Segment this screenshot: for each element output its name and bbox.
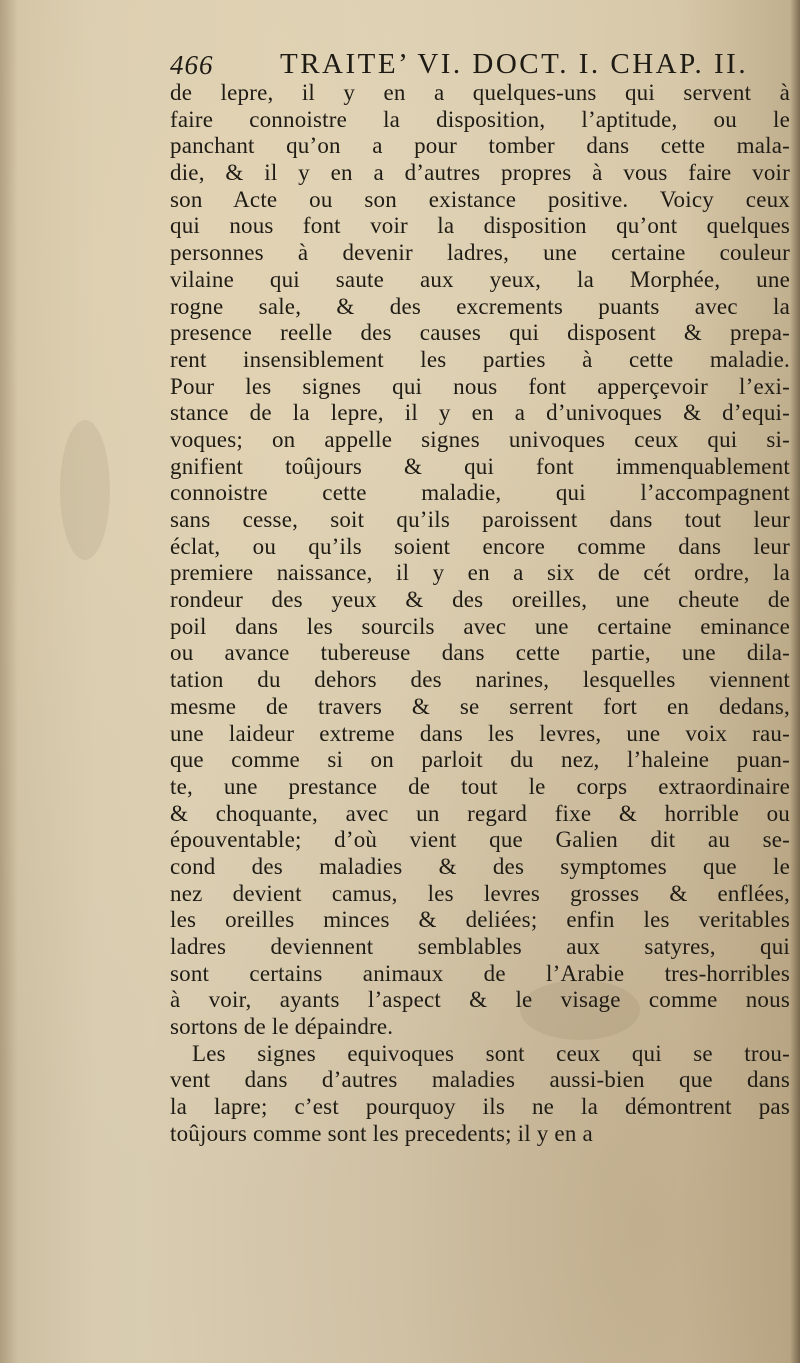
text-line: tation du dehors des narines, lesquelles viennent xyxy=(170,667,790,693)
text-line: te, une prestance de tout le corps extraordinaire xyxy=(170,773,790,799)
text-line: les oreilles minces & deliées; enfin les veritables xyxy=(170,907,790,933)
text-line: vent dans d’autres maladies aussi-bien que dans xyxy=(170,1067,790,1093)
text-line: qui nous font voir la disposition qu’ont quelques xyxy=(170,213,790,239)
text-line: connoistre cette maladie, qui l’accompagnent xyxy=(170,480,790,506)
text-line: une laideur extreme dans les levres, une voix rau- xyxy=(170,720,790,746)
page-left-shadow xyxy=(0,0,18,1363)
text-line: cond des maladies & des symptomes que le xyxy=(170,853,790,879)
text-line: la lapre; c’est pourquoy ils ne la démontrent pas xyxy=(170,1094,790,1120)
text-line: voques; on appelle signes univoques ceux qui si- xyxy=(170,426,790,452)
text-line: ou avance tubereuse dans cette partie, une dila- xyxy=(170,640,790,666)
text-line: & choquante, avec un regard fixe & horrible ou xyxy=(170,800,790,826)
text-line: poil dans les sourcils avec une certaine eminance xyxy=(170,613,790,639)
text-line: sans cesse, soit qu’ils paroissent dans tout leur xyxy=(170,507,790,532)
page-right-edge xyxy=(790,0,800,1363)
text-line: rent insensiblement les parties à cette maladie. xyxy=(170,346,790,372)
running-title: TRAITE’ VI. DOCT. I. CHAP. II. xyxy=(280,48,749,80)
text-line: personnes à devenir ladres, une certaine couleur xyxy=(170,240,790,266)
page-header xyxy=(170,48,790,84)
body-text xyxy=(170,80,790,1148)
text-line: sont certains animaux de l’Arabie tres-horribles xyxy=(170,960,790,986)
text-line: premiere naissance, il y en a six de cét ordre, la xyxy=(170,560,790,586)
text-line: sortons de le dépaindre. xyxy=(170,1014,394,1040)
text-line: faire connoistre la disposition, l’aptitude, ou le xyxy=(170,106,790,132)
text-line: Les signes equivoques sont ceux qui se trou- xyxy=(192,1040,790,1066)
text-line: nez devient camus, les levres grosses & enflées, xyxy=(170,880,790,906)
text-line: mesme de travers & se serrent fort en dedans, xyxy=(170,693,790,719)
text-line: gnifient toûjours & qui font immenquablement xyxy=(170,453,790,479)
text-line: panchant qu’on a pour tomber dans cette mala- xyxy=(170,133,790,159)
text-line: ladres deviennent semblables aux satyres, qui xyxy=(170,934,790,959)
text-line: Pour les signes qui nous font apperçevoir l’exi- xyxy=(170,373,790,399)
text-line: de lepre, il y en a quelques-uns qui servent à xyxy=(170,80,790,105)
paper-stain xyxy=(60,420,110,560)
text-line: presence reelle des causes qui disposent & prepa- xyxy=(170,320,790,346)
text-line: son Acte ou son existance positive. Voicy ceux xyxy=(170,186,790,212)
text-line: épouventable; d’où vient que Galien dit au se- xyxy=(170,827,790,853)
text-line: que comme si on parloit du nez, l’haleine puan- xyxy=(170,747,790,773)
text-line: rondeur des yeux & des oreilles, une cheute de xyxy=(170,587,790,613)
text-line: éclat, ou qu’ils soient encore comme dans leur xyxy=(170,533,790,559)
text-line: à voir, ayants l’aspect & le visage comme nous xyxy=(170,987,790,1013)
text-line: rogne sale, & des excrements puants avec la xyxy=(170,293,790,319)
text-line: stance de la lepre, il y en a d’univoques & d’equi- xyxy=(170,400,790,426)
text-line: die, & il y en a d’autres propres à vous faire voir xyxy=(170,160,790,186)
text-line: toûjours comme sont les precedents; il y en a xyxy=(170,1120,593,1146)
text-line: vilaine qui saute aux yeux, la Morphée, une xyxy=(170,266,790,292)
page-number: 466 xyxy=(170,50,214,80)
